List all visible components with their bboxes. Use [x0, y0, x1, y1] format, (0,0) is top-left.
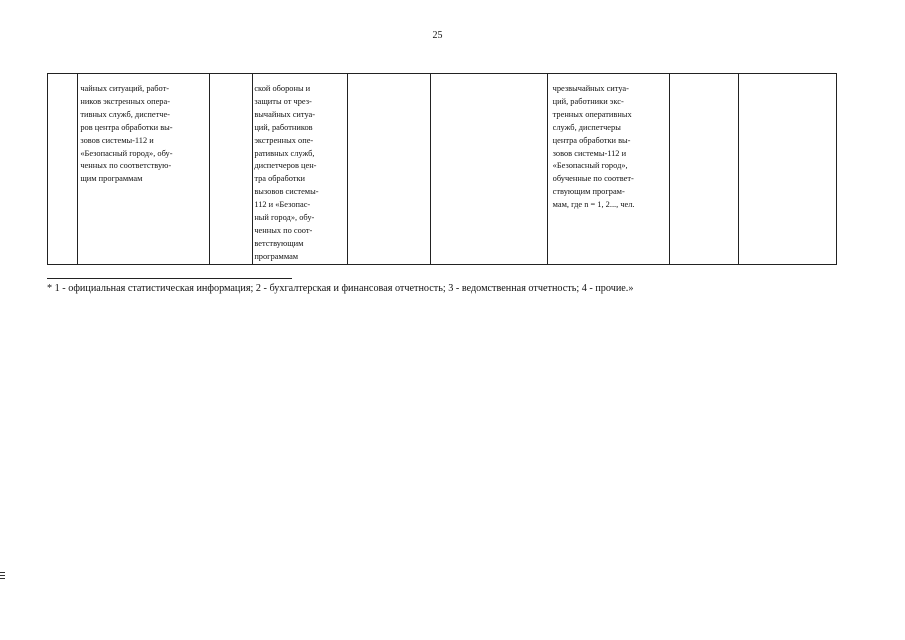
table-cell-col3	[253, 74, 348, 265]
cell-text-col6: чрезвычайных ситуа- ций, работники экс- тренных оперативных служб, диспетчеры центра обработки вы- зовов системы-112 и «Безопасный город», обученные по соответ- ствующим програм- мам, где n = 1, 2..., чел.	[552, 84, 635, 210]
indicator-table	[47, 73, 837, 265]
cell-text-col3: ской обороны и защиты от чрез- вычайных ситуа- ций, работников экстренных опе- ративных служб, диспетчеров цен- тра обработки вызовов системы- 112 и «Безопас- ный город», обу- ченных по соот- ветствующим программам	[254, 84, 319, 261]
table-cell-col5	[431, 74, 547, 265]
table-cell-col8	[738, 74, 836, 265]
table-cell-col2	[209, 74, 252, 265]
margin-mark	[0, 572, 5, 581]
table-cell-col7	[670, 74, 739, 265]
page-number: 25	[432, 30, 443, 41]
cell-text-col1: чайных ситуаций, работ- ников экстренных опера- тивных служб, диспетче- ров центра обработки вы- зовов системы-112 и «Безопасный город», обу- ченных по соответствую- щим программам	[80, 84, 173, 184]
table-cell-col1	[78, 74, 210, 265]
table-cell-col0	[48, 74, 78, 265]
table-cell-col6	[547, 74, 669, 265]
footnote-divider	[47, 278, 292, 279]
footnote: * 1 - официальная статистическая информация; 2 - бухгалтерская и финансовая отчетность; 3 - ведомственная отчетность; 4 - прочие.»	[47, 283, 634, 294]
table-cell-col4	[348, 74, 431, 265]
table-row	[48, 74, 837, 265]
